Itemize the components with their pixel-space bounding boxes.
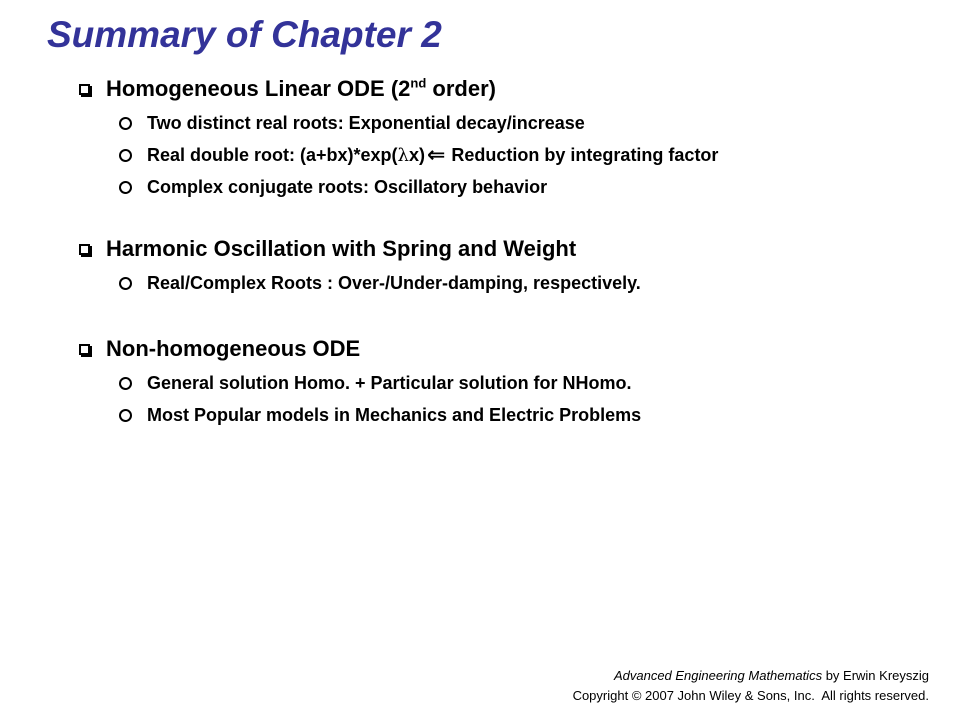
section-heading: Non-homogeneous ODE	[72, 334, 641, 364]
ring-bullet-icon	[119, 181, 132, 194]
book-credit: Advanced Engineering Mathematics by Erwin Kreyszig	[613, 668, 929, 683]
copyright-line: Copyright © 2007 John Wiley & Sons, Inc. All rights reserved.	[572, 688, 929, 703]
section-heading: Harmonic Oscillation with Spring and Weight	[72, 234, 641, 264]
ring-bullet-icon	[119, 377, 132, 390]
copyright-icon: ©	[631, 688, 642, 703]
section-homogeneous	[72, 74, 718, 203]
list-item: Two distinct real roots: Exponential decay/increase	[119, 107, 718, 139]
ring-bullet-icon	[119, 409, 132, 422]
ring-bullet-icon	[119, 149, 132, 162]
heading-text: Homogeneous Linear ODE (2nd order)	[106, 75, 496, 101]
section-harmonic	[72, 234, 641, 299]
list-item: General solution Homo. + Particular solution for NHomo.	[119, 367, 641, 399]
list-item: Real double root: (a+bx)*exp( λ x) ⇐ Reduction by integrating factor	[119, 139, 718, 171]
lambda-symbol: λ	[397, 144, 409, 166]
left-arrow-icon: ⇐	[426, 142, 446, 168]
slide-title: Summary of Chapter 2	[47, 14, 442, 55]
footer	[573, 666, 929, 706]
section-heading	[72, 74, 718, 104]
box-bullet-icon	[79, 244, 90, 255]
box-bullet-icon	[79, 84, 90, 95]
list-item: Complex conjugate roots: Oscillatory behavior	[119, 171, 718, 203]
box-bullet-icon	[79, 344, 90, 355]
list-item: Real/Complex Roots : Over-/Under-damping, respectively.	[119, 267, 641, 299]
ring-bullet-icon	[119, 277, 132, 290]
ring-bullet-icon	[119, 117, 132, 130]
list-item: Most Popular models in Mechanics and Electric Problems	[119, 399, 641, 431]
section-nonhomogeneous	[72, 334, 641, 431]
